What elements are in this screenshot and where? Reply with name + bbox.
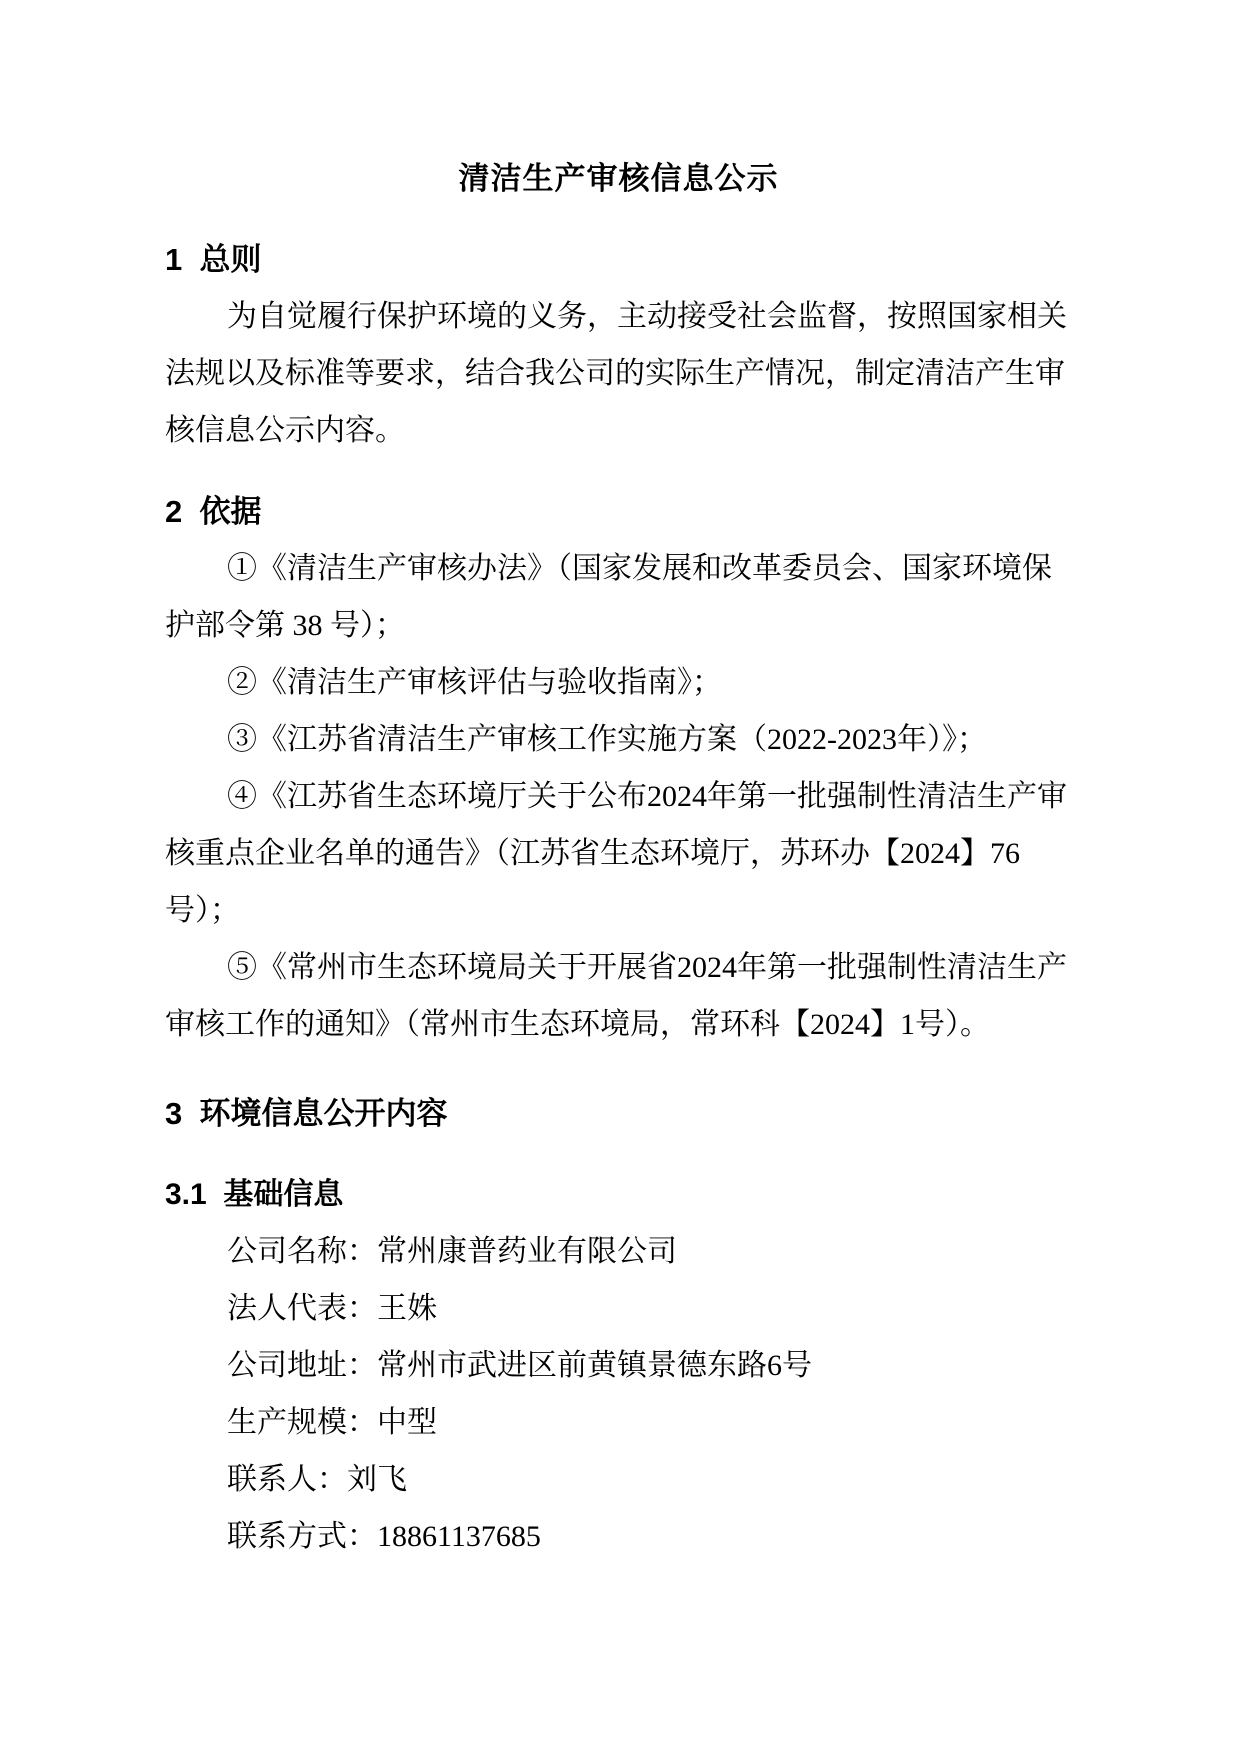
reference-item-line: 号）； xyxy=(165,894,240,927)
info-line-company-name: 公司名称：常州康普药业有限公司 xyxy=(227,1235,677,1268)
info-line-legal-representative: 法人代表：王姝 xyxy=(227,1292,437,1325)
document-title: 清洁生产审核信息公示 xyxy=(458,161,779,196)
info-line-production-scale: 生产规模：中型 xyxy=(227,1406,437,1439)
section-heading-basis: 2 依据 xyxy=(165,494,262,529)
info-line-company-address: 公司地址：常州市武进区前黄镇景德东路6号 xyxy=(227,1349,812,1382)
paragraph-line: 法规以及标准等要求，结合我公司的实际生产情况，制定清洁产生审 xyxy=(165,357,1065,390)
reference-item-line: 核重点企业名单的通告》（江苏省生态环境厅，苏环办【2024】76 xyxy=(165,837,1020,870)
reference-item-line: ④《江苏省生态环境厅关于公布2024年第一批强制性清洁生产审 xyxy=(227,780,1067,813)
reference-item-line: 审核工作的通知》（常州市生态环境局，常环科【2024】1号）。 xyxy=(165,1008,990,1041)
subsection-heading-basic-info: 3.1 基础信息 xyxy=(165,1178,344,1211)
section-heading-disclosure: 3 环境信息公开内容 xyxy=(165,1096,448,1131)
section-heading-general: 1 总则 xyxy=(165,242,262,277)
reference-item-line: ②《清洁生产审核评估与验收指南》； xyxy=(227,666,722,699)
reference-item-line: ①《清洁生产审核办法》（国家发展和改革委员会、国家环境保 xyxy=(227,552,1052,585)
info-line-contact-phone: 联系方式：18861137685 xyxy=(227,1520,541,1553)
paragraph-line: 核信息公示内容。 xyxy=(165,414,405,447)
reference-item-line: 护部令第 38 号）； xyxy=(165,609,405,642)
paragraph-line: 为自觉履行保护环境的义务，主动接受社会监督，按照国家相关 xyxy=(227,300,1067,333)
info-line-contact-person: 联系人：刘飞 xyxy=(227,1463,407,1496)
reference-item-line: ③《江苏省清洁生产审核工作实施方案（2022-2023年）》； xyxy=(227,723,987,756)
reference-item-line: ⑤《常州市生态环境局关于开展省2024年第一批强制性清洁生产 xyxy=(227,951,1067,984)
